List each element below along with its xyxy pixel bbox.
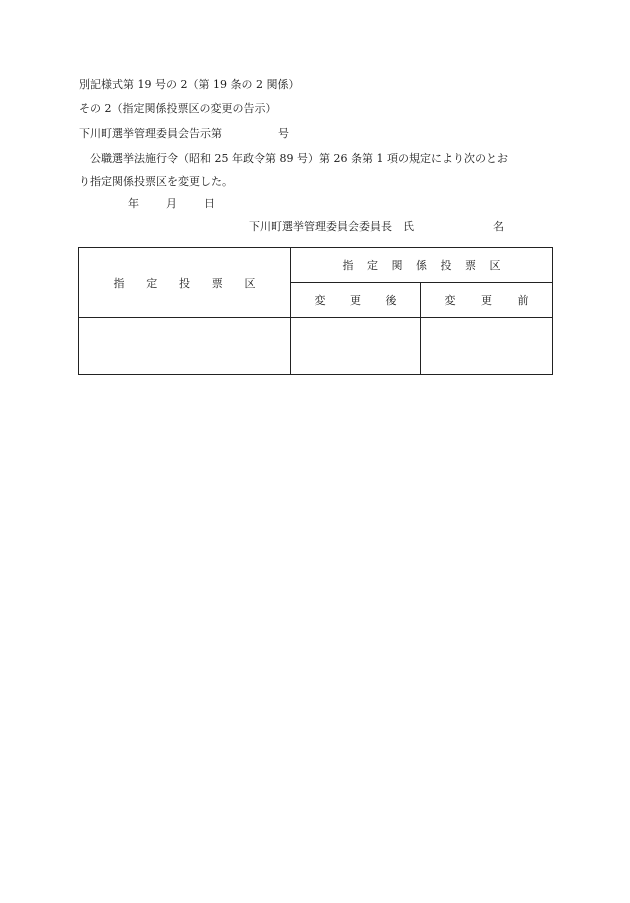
header-char: 定 [146, 276, 158, 290]
header-char: 票 [465, 259, 476, 272]
header-char: 更 [481, 294, 492, 307]
header-char: 更 [350, 294, 361, 307]
header-char: 前 [517, 294, 529, 307]
polling-district-table [78, 247, 553, 375]
header-char: 投 [440, 259, 452, 272]
header-char: 係 [416, 259, 427, 272]
header-char: 票 [211, 276, 223, 290]
date-line [128, 197, 215, 211]
header-before-change [421, 283, 553, 318]
header-char: 区 [489, 259, 501, 272]
header-char: 投 [179, 276, 190, 290]
body-text-line-1: 公職選挙法施行令（昭和 25 年政令第 89 号）第 26 条第 1 項の規定により次のとお [90, 152, 508, 165]
header-char: 定 [367, 259, 378, 272]
signer-title: 下川町選挙管理委員会委員長 氏 [249, 220, 414, 233]
date-month-label: 月 [166, 197, 177, 210]
header-char: 指 [113, 276, 125, 290]
header-related-district [291, 248, 553, 283]
notice-prefix: 下川町選挙管理委員会告示第 [79, 127, 222, 140]
header-char: 後 [385, 294, 397, 307]
header-char: 関 [391, 259, 403, 272]
signer-line [249, 220, 504, 234]
header-char: 変 [314, 294, 326, 307]
cell-after-change[interactable] [291, 318, 421, 375]
header-char: 区 [244, 276, 256, 290]
body-text-line-2: り指定関係投票区を変更した。 [79, 175, 233, 188]
form-subtitle: その 2（指定関係投票区の変更の告示） [79, 102, 277, 115]
header-designated-district [79, 248, 291, 318]
notice-suffix: 号 [278, 127, 289, 140]
form-reference: 別記様式第 19 号の 2（第 19 条の 2 関係） [79, 78, 300, 91]
header-char: 指 [342, 259, 354, 272]
cell-designated-district[interactable] [79, 318, 291, 375]
signer-name-suffix: 名 [493, 220, 504, 233]
header-after-change [291, 283, 421, 318]
cell-before-change[interactable] [421, 318, 553, 375]
notice-number-line [79, 127, 289, 141]
date-day-label: 日 [204, 197, 215, 210]
header-char: 変 [444, 294, 456, 307]
date-year-label: 年 [128, 197, 139, 210]
